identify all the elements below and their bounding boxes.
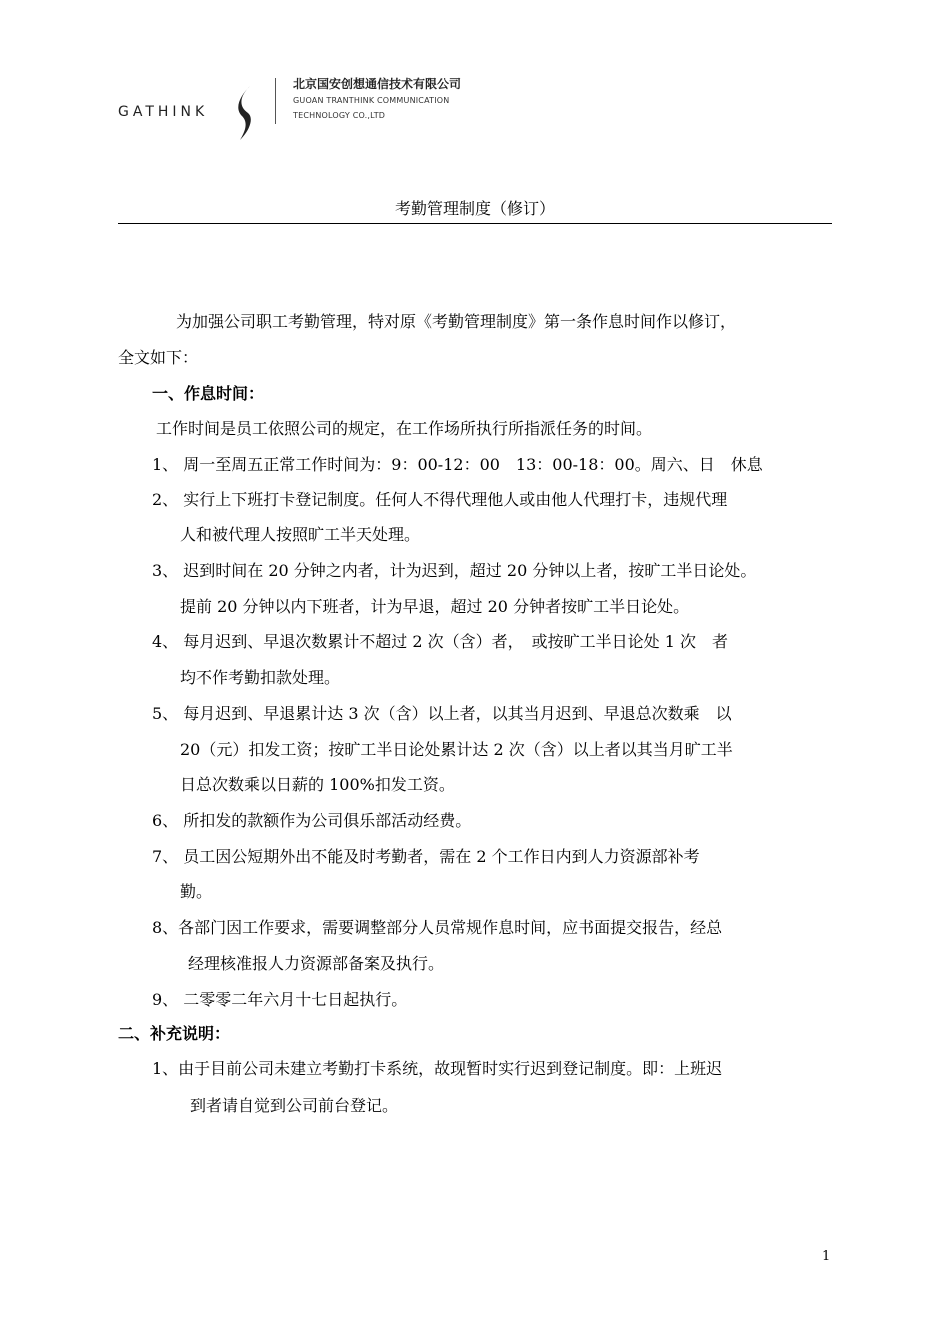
page-number: 1 [822,1249,831,1264]
list-item-1: 1、 周一至周五正常工作时间为：9：00-12：00 13：00-18：00。周六、日 休息 [152,455,763,474]
list-item-3-line-1: 3、 迟到时间在 20 分钟之内者，计为迟到，超过 20 分钟以上者，按旷工半日论处。 [152,561,757,580]
letterhead-divider [275,78,276,124]
company-name-en-line2: TECHNOLOGY CO.,LTD [293,111,386,120]
list-item-7-line-1: 7、 员工因公短期外出不能及时考勤者，需在 2 个工作日内到人力资源部补考 [152,847,700,866]
list-item-2-line-2: 人和被代理人按照旷工半天处理。 [180,525,421,544]
list-item-4-line-1: 4、 每月迟到、早退次数累计不超过 2 次（含）者， 或按旷工半日论处 1 次 者 [152,632,728,651]
list-item-6: 6、 所扣发的款额作为公司俱乐部活动经费。 [152,811,472,830]
section2-item-1-line-2: 到者请自觉到公司前台登记。 [190,1096,399,1115]
list-item-5-line-2: 20（元）扣发工资；按旷工半日论处累计达 2 次（含）以上者以其当月旷工半 [180,740,733,759]
section2-heading: 二、补充说明： [118,1024,231,1043]
list-item-7-line-2: 勤。 [180,882,213,901]
list-item-4-line-2: 均不作考勤扣款处理。 [180,668,341,687]
section1-heading: 一、作息时间： [152,384,265,403]
intro-line-1: 为加强公司职工考勤管理，特对原《考勤管理制度》第一条作息时间作以修订， [176,312,737,331]
list-item-8-line-2: 经理核准报人力资源部备案及执行。 [188,954,445,973]
document-title: 考勤管理制度（修订） [394,199,555,218]
section1-description: 工作时间是员工依照公司的规定，在工作场所执行所指派任务的时间。 [156,419,653,438]
letterhead [118,74,498,144]
company-name-en-line1: GUOAN TRANTHINK COMMUNICATION [293,96,450,105]
company-name-cn: 北京国安创想通信技术有限公司 [293,77,462,91]
list-item-5-line-3: 日总次数乘以日薪的 100%扣发工资。 [180,775,455,794]
list-item-9: 9、 二零零二年六月十七日起执行。 [152,990,408,1009]
brand-slash-icon [236,86,258,140]
list-item-3-line-2: 提前 20 分钟以内下班者，计为早退，超过 20 分钟者按旷工半日论处。 [180,597,690,616]
title-underline [118,223,832,224]
brand-logo-text: GATHINK [118,104,209,120]
intro-line-2: 全文如下： [118,348,199,367]
list-item-2-line-1: 2、 实行上下班打卡登记制度。任何人不得代理他人或由他人代理打卡，违规代理 [152,490,728,509]
list-item-5-line-1: 5、 每月迟到、早退累计达 3 次（含）以上者，以其当月迟到、早退总次数乘 以 [152,704,732,723]
list-item-8-line-1: 8、各部门因工作要求，需要调整部分人员常规作息时间，应书面提交报告，经总 [152,918,723,937]
section2-item-1-line-1: 1、由于目前公司未建立考勤打卡系统，故现暂时实行迟到登记制度。即：上班迟 [152,1059,723,1078]
